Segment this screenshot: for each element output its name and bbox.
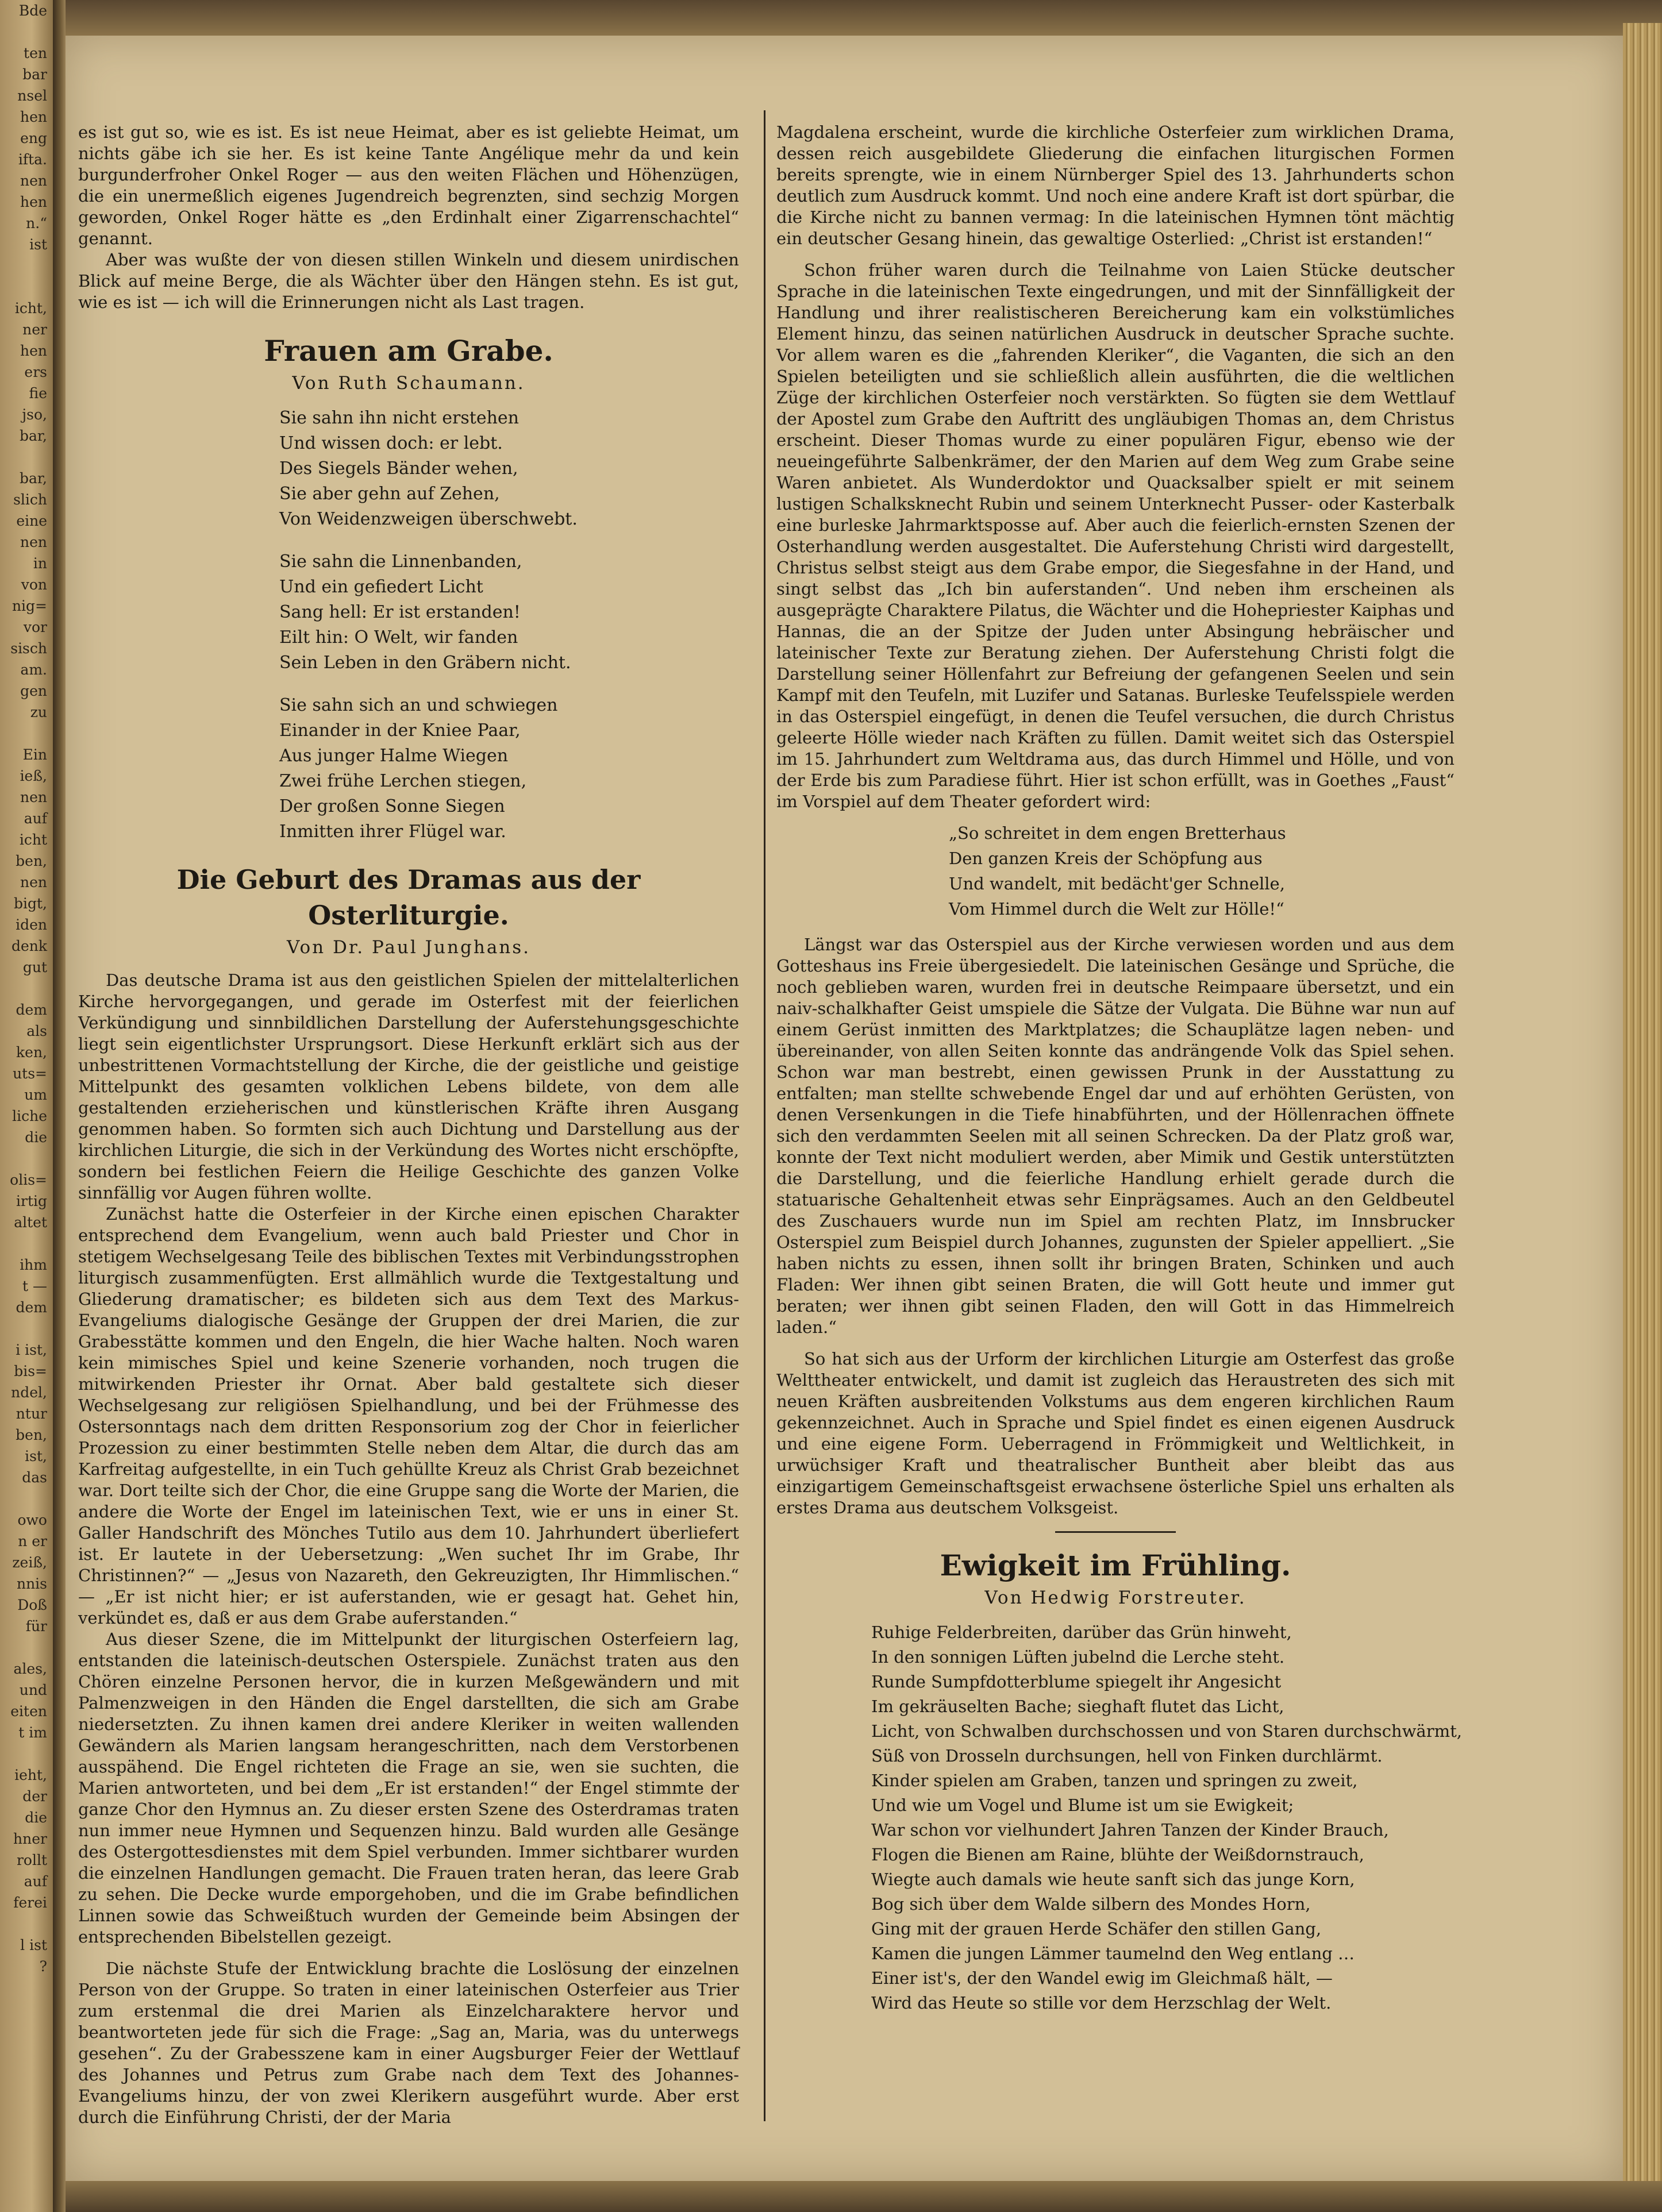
margin-fragment: owo bbox=[17, 1512, 47, 1528]
margin-fragment: jso, bbox=[22, 406, 47, 423]
margin-fragment: bar, bbox=[19, 470, 47, 487]
margin-fragment: ieß, bbox=[20, 768, 47, 784]
quote-line: Und wandelt, mit bedächt'ger Schnelle, bbox=[949, 874, 1285, 893]
poem-line: Sang hell: Er ist erstanden! bbox=[279, 602, 521, 622]
poem-line: Sie sahn sich an und schwiegen bbox=[279, 695, 558, 715]
margin-fragment: liche bbox=[12, 1108, 47, 1124]
article-paragraph-4: Die nächste Stufe der Entwicklung brachte die Loslösung der einzelnen Person von der Gruppe. So traten in einer lateinischen Osterfeier aus Trier zum erstenmal die drei Marien als Einzelcharaktere hervor und beantworteten jede für sich die Frage: „Sag an, Maria, was du unterwegs gesehen“. Zu der Grabesszene kam in einer Augsburger Feier der Wettlauf des Johannes und Petrus zum Grabe nach dem Text des Johannes-Evangeliums hinzu, der von zwei Klerikern ausgeführt wurde. Aber erst durch die Einführung Christi, der der Maria bbox=[78, 1959, 739, 2127]
margin-fragment: die bbox=[25, 1129, 47, 1146]
poem-line: Wird das Heute so stille vor dem Herzschlag der Welt. bbox=[871, 1993, 1332, 2013]
margin-fragment: ben, bbox=[16, 1427, 47, 1443]
margin-fragment: die bbox=[25, 1809, 47, 1826]
margin-fragment: nen bbox=[20, 789, 47, 806]
margin-fragment: ntur bbox=[16, 1405, 47, 1422]
margin-fragment: nnis bbox=[16, 1575, 47, 1592]
margin-fragment: uts= bbox=[13, 1065, 47, 1082]
poem-line: Des Siegels Bänder wehen, bbox=[279, 458, 518, 479]
poem-title-frauen: Frauen am Grabe. bbox=[264, 334, 553, 368]
margin-fragment bbox=[0, 978, 53, 999]
article-paragraph-2: Zunächst hatte die Osterfeier in der Kirche einen epischen Charakter entsprechend dem Evangelium, wenn auch bald Priester und Chor in stetigem Wechselgesang Teile des biblischen Textes mit Verbindungsstrophen liturgisch zusammenfügten. Erst allmählich wurde die Textgestaltung und Gliederung dramatischer; es bildeten sich aus dem Text des Markus-Evangeliums dialogische Gesänge der Gruppen der drei Marien, die zur Grabesstätte kommen und den Engeln, die hier Wache halten. Noch waren kein mimisches Spiel und keine Szenerie vorhanden, noch trugen die mitwirkenden Priester ihr Ornat. Aber bald gestaltete sich dieser Wechselgesang zur religiösen Spielhandlung, und bei der Frühmesse des Ostersonntags nach dem dritten Responsorium zog der Chor in feierlicher Prozession zu einer bestimmten Stelle neben dem Altar, die durch das am Karfreitag aufgestellte, in ein Tuch gehüllte Kreuz als Christ Grab bezeichnet war. Dort teilte sich der Chor, die eine Gruppe sang die Worte der Marien, die andere die Worte der Engel im lateinischen Text, wie er uns in einer St. Galler Handschrift des Mönches Tutilo aus dem 10. Jahrhundert überliefert ist. Er lautete in der Uebersetzung: „Wen suchet Ihr im Grabe, Ihr Christinnen?“ — „Jesus von Nazareth, den Gekreuzigten, Ihr Himmlischen.“ — „Er ist nicht hier; er ist auferstanden, wie er gesagt hat. Gehet hin, verkündet es, daß er aus dem Grabe auferstanden.“ bbox=[78, 1204, 739, 1628]
newspaper-page bbox=[66, 36, 1623, 2181]
margin-fragment: irtig bbox=[16, 1193, 47, 1209]
poem-line: Von Weidenzweigen überschwebt. bbox=[279, 509, 578, 529]
margin-fragment: iden bbox=[16, 916, 47, 933]
margin-fragment: l ist bbox=[20, 1937, 47, 1953]
margin-fragment: t im bbox=[18, 1724, 47, 1741]
margin-fragment: ndel, bbox=[11, 1384, 47, 1401]
poem-line: Inmitten ihrer Flügel war. bbox=[279, 822, 506, 842]
margin-fragment: ifta. bbox=[18, 151, 47, 168]
article-paragraph-6: Schon früher waren durch die Teilnahme von Laien Stücke deutscher Sprache in die lateinischen Texte eingedrungen, und mit der Sinnfälligkeit der Handlung und ihrer realistischeren Bereicherung kam ein volkstümliches Element hinzu, das seinen natürlichen Ausdruck in deutscher Sprache suchte. Vor allem waren es die „fahrenden Kleriker“, die Vaganten, die sich an den Spielen beteiligten und sie schließlich allein ausführten, die die weltlichen Züge der kirchlichen Osterfeier noch verstärkten. So fügten sie dem Wettlauf der Apostel zum Grabe den Auftritt des ungläubigen Thomas an, dem Christus erscheint. Dieser Thomas wurde zu einer populären Figur, ebenso wie der neueingeführte Salbenkrämer, der den Marien auf dem Weg zum Grabe seine Waren anbietet. Als Wunderdoktor und Quacksalber spielt er mit seinem lustigen Schalksknecht Rubin und seinem Unterknecht Pusser- oder Kasterbalk eine burleske Jahrmarktsposse auf. Aber auch die feierlich-ernsten Szenen der Osterhandlung werden ausgestaltet. Die Auferstehung Christi wird dargestellt, Christus selbst steigt aus dem Grabe empor, die Siegesfahne in der Hand, und singt selbst das „Ich bin auferstanden“. Und neben ihm erscheinen als ausgeprägte Charaktere Pilatus, die Wächter und die Hohepriester Kaiphas und Hannas, die an der Spitze der Juden unter Absingung hebräischer und lateinischer Texte zur Beratung ziehen. Der Auferstehung Christi folgt die Darstellung seiner Höllenfahrt zur Befreiung der gefangenen Seelen und sein Kampf mit den Teufeln, mit Luzifer und Satanas. Burleske Teufelsspiele werden in das Osterspiel eingefügt, in denen die Teufel versuchen, die durch Christus geleerte Hölle wieder nach Kräften zu füllen. Damit weitet sich das Osterspiel im 15. Jahrhundert zum Weltdrama aus, das durch Himmel und Hölle, und von der Erde bis zum Paradiese führt. Hier ist schon erfüllt, was in Goethes „Faust“ im Vorspiel auf dem Theater gefordert wird: bbox=[776, 260, 1455, 811]
margin-fragment: zu bbox=[30, 704, 47, 720]
article-paragraph-3: Aus dieser Szene, die im Mittelpunkt der liturgischen Osterfeiern lag, entstanden die lateinisch-deutschen Osterspiele. Zunächst traten aus den Chören einzelne Personen hervor, die in kurzen Meßgewändern und mit Palmenzweigen in den Händen die Engel darstellten, die sich am Grabe niedersetzten. Zu ihnen kamen drei andere Kleriker in weiten wallenden Gewändern als Marien langsam herangeschritten, nach dem Verstorbenen ausspähend. Die Engel richteten die Frage an sie, wen sie suchten, die Marien antworteten, und bei dem „Er ist erstanden!“ der Engel stimmte der ganze Chor den Hymnus an. Zu dieser ersten Szene des Osterdramas traten nun immer neue Hymnen und Sequenzen hinzu. Bald wurden alle Gesänge des Ostergottesdienstes mit dem Spiel verbunden. Immer sichtbarer wurden die einzelnen Handlungen gemacht. Die Frauen traten heran, das leere Grab zu sehen. Die Decke wurde emporgehoben, und die im Grabe befindlichen Linnen sowie das Schweißtuch wurden der Gemeinde beim Absingen der entsprechenden Bibelstellen gezeigt. bbox=[78, 1629, 739, 1947]
margin-fragment: ner bbox=[22, 321, 47, 338]
margin-fragment bbox=[0, 21, 53, 43]
poem-stanza-1 bbox=[279, 406, 739, 532]
poem-line: In den sonnigen Lüften jubelnd die Lerche steht. bbox=[871, 1647, 1285, 1667]
margin-fragment bbox=[0, 1148, 53, 1169]
margin-fragment bbox=[0, 1743, 53, 1764]
poem-stanza-2 bbox=[279, 549, 739, 676]
margin-fragment bbox=[0, 276, 53, 298]
margin-fragment: eng bbox=[20, 130, 47, 147]
poem-line: War schon vor vielhundert Jahren Tanzen der Kinder Brauch, bbox=[871, 1820, 1389, 1840]
article-paragraph-1: Das deutsche Drama ist aus den geistlichen Spielen der mittelalterlichen Kirche hervorgegangen, und gerade im Osterfest mit der feierlichen Verkündigung und sinnbildlichen Darstellung der Auferstehungsgeschichte liegt sein eigentlichster Ursprungsort. Diese Herkunft erklärt sich aus der unbestrittenen Vormachtstellung der Kirche, die der geistliche und geistige Mittelpunkt des gesamten volklichen Lebens bildete, von dem alle gestaltenden erzieherischen und künstlerischen Kräfte ihren Ausgang genommen haben. So formten sich auch Dichtung und Darstellung aus der kirchlichen Liturgie, die sich in der Verkündung des Wortes nicht erschöpfte, sondern bei festlichen Feiern die Heilige Geschichte des ganzen Volke sinnfällig vor Augen führen wollte. bbox=[78, 970, 739, 1203]
margin-fragment: vor bbox=[23, 619, 47, 635]
margin-fragment: nen bbox=[20, 172, 47, 189]
poem-frauen-am-grabe bbox=[279, 406, 739, 845]
margin-fragment: bar, bbox=[19, 427, 47, 444]
margin-fragment: slich bbox=[13, 491, 47, 508]
poem-line: Kamen die jungen Lämmer taumelnd den Weg entlang … bbox=[871, 1944, 1355, 1963]
margin-fragment: nsel bbox=[17, 87, 47, 104]
margin-fragment: als bbox=[26, 1023, 47, 1039]
margin-fragment: icht bbox=[19, 831, 47, 848]
right-column bbox=[776, 122, 1462, 2016]
margin-fragment: dem bbox=[16, 1001, 47, 1018]
faust-quote bbox=[949, 820, 1455, 922]
previous-page-margin bbox=[0, 0, 53, 2212]
quote-line: Vom Himmel durch die Welt zur Hölle!“ bbox=[949, 899, 1284, 919]
margin-fragment: hen bbox=[20, 109, 47, 125]
margin-fragment: olis= bbox=[10, 1171, 47, 1188]
column-rule bbox=[764, 110, 765, 2121]
margin-fragment: gen bbox=[20, 683, 47, 699]
margin-fragment: t — bbox=[22, 1278, 47, 1294]
poem-line: Einander in der Kniee Paar, bbox=[279, 720, 521, 741]
poem-line: Sie sahn die Linnenbanden, bbox=[279, 552, 522, 572]
margin-fragment: i ist, bbox=[16, 1342, 47, 1358]
margin-fragment bbox=[0, 1913, 53, 1934]
margin-fragment bbox=[0, 1637, 53, 1658]
poem-line: Der großen Sonne Siegen bbox=[279, 796, 505, 816]
poem-line: Und wie um Vogel und Blume ist um sie Ewigkeit; bbox=[871, 1795, 1294, 1815]
margin-fragment: der bbox=[22, 1788, 47, 1805]
quote-line: Den ganzen Kreis der Schöpfung aus bbox=[949, 849, 1263, 868]
margin-fragment: hen bbox=[20, 194, 47, 210]
poem-line: Und wissen doch: er lebt. bbox=[279, 433, 503, 453]
margin-fragment: ieht, bbox=[14, 1767, 47, 1783]
poem-stanza-3 bbox=[279, 693, 739, 845]
poem-line: Kinder spielen am Graben, tanzen und springen zu zweit, bbox=[871, 1771, 1358, 1790]
poem-byline-schaumann: Von Ruth Schaumann. bbox=[292, 373, 525, 394]
poem-line: Zwei frühe Lerchen stiegen, bbox=[279, 771, 527, 791]
margin-fragment bbox=[0, 1233, 53, 1254]
margin-fragment bbox=[0, 1488, 53, 1509]
margin-fragment: ist bbox=[29, 236, 47, 253]
article-title: Die Geburt des Dramas aus der Osterliturgie. bbox=[176, 864, 641, 931]
margin-fragment: in bbox=[33, 555, 47, 572]
poem-line: Runde Sumpfdotterblume spiegelt ihr Angesicht bbox=[871, 1672, 1282, 1691]
poem-line: Im gekräuselten Bache; sieghaft flutet das Licht, bbox=[871, 1697, 1284, 1716]
margin-fragment: dem bbox=[16, 1299, 47, 1316]
margin-fragment: sisch bbox=[10, 640, 47, 657]
margin-fragment: Bde bbox=[18, 2, 47, 19]
margin-fragment: auf bbox=[24, 810, 47, 827]
margin-fragment: nig= bbox=[11, 598, 47, 614]
margin-fragment: nen bbox=[20, 874, 47, 891]
scan-bottom-edge bbox=[66, 2181, 1662, 2212]
margin-fragment: Ein bbox=[22, 746, 47, 763]
margin-fragment: Doß bbox=[17, 1597, 47, 1613]
margin-fragment: n er bbox=[18, 1533, 47, 1550]
poem-line: Wiegte auch damals wie heute sanft sich das junge Korn, bbox=[871, 1870, 1355, 1889]
poem-line: Sie aber gehn auf Zehen, bbox=[279, 484, 500, 504]
margin-fragment: gut bbox=[22, 959, 47, 976]
margin-fragment: ten bbox=[24, 45, 47, 61]
scan-top-edge bbox=[66, 0, 1662, 36]
poem-line: Ruhige Felderbreiten, darüber das Grün hinweht, bbox=[871, 1623, 1292, 1642]
quote-line: „So schreitet in dem engen Bretterhaus bbox=[949, 823, 1286, 843]
margin-fragment: ers bbox=[24, 364, 47, 380]
article-paragraph-5: Magdalena erscheint, wurde die kirchliche Osterfeier zum wirklichen Drama, dessen reich ausgebildete Gliederung die einfachen liturgischen Formen bereits sprengte, wie in einem Nürnberger Spiel des 13. Jahrhunderts schon deutlich zum Ausdruck kommt. Und noch eine andere Kraft ist dort spürbar, die die Kirche nicht zu bannen vermag: In die lateinischen Hymnen tönt mächtig ein deutscher Gesang hinein, das gewaltige Osterlied: „Christ ist erstanden!“ bbox=[776, 122, 1455, 248]
intro-paragraph-2: Aber was wußte der von diesen stillen Winkeln und diesem unirdischen Blick auf meine Berge, die als Wächter über den Hängen stehn. Es ist gut, wie es ist — ich will die Erinnerungen nicht als Last tragen. bbox=[78, 250, 739, 312]
margin-fragment: eine bbox=[16, 512, 47, 529]
margin-fragment: nen bbox=[20, 534, 47, 550]
margin-fragment: bar bbox=[22, 66, 47, 83]
margin-fragment bbox=[0, 723, 53, 744]
margin-fragment: ben, bbox=[16, 853, 47, 869]
intro-paragraph-1: es ist gut so, wie es ist. Es ist neue Heimat, aber es ist geliebte Heimat, um nichts gäbe ich sie her. Es ist keine Tante Angélique mehr da und kein burgunderfroher Onkel Roger — aus den weiten Flächen und Höhenzügen, die ein unermeßlich eigenes Jugendreich begrenzten, sind sechzig Morgen geworden, Onkel Roger hätte es „den Erdinhalt einer Zigarrenschachtel“ genannt. bbox=[78, 122, 739, 248]
poem-line: Eilt hin: O Welt, wir fanden bbox=[279, 627, 518, 648]
poem-line: Licht, von Schwalben durchschossen und von Staren durchschwärmt, bbox=[871, 1721, 1462, 1741]
margin-fragment: am. bbox=[20, 661, 47, 678]
margin-fragment: für bbox=[25, 1618, 47, 1635]
poem-line: Bog sich über dem Walde silbern des Mondes Horn, bbox=[871, 1894, 1311, 1914]
margin-fragment: rollt bbox=[16, 1852, 47, 1868]
article-paragraph-8: So hat sich aus der Urform der kirchlichen Liturgie am Osterfest das große Welttheater entwickelt, und damit ist zugleich das Heraustreten des sich mit neuen Kräften ausbreitenden Volkstums aus dem engeren kirchlichen Raum gekennzeichnet. Auch in Sprache und Spiel findet es einen eigenen Ausdruck und eine eigene Form. Ueberragend in Frömmigkeit und Weltlichkeit, in urwüchsiger Kraft und theatralischer Buntheit aber bleibt das aus einzigartigem Gemeinschaftsgeist erwachsene österliche Spiel uns erhalten als erstes Drama aus deutschem Volksgeist. bbox=[776, 1349, 1455, 1517]
poem-line: Sein Leben in den Gräbern nicht. bbox=[279, 653, 571, 673]
margin-fragment: hen bbox=[20, 342, 47, 359]
margin-fragment: das bbox=[22, 1469, 47, 1486]
poem-ewigkeit-im-fruehling bbox=[871, 1620, 1462, 2016]
poem-byline-forstreuter: Von Hedwig Forstreuter. bbox=[984, 1587, 1246, 1608]
margin-fragment: bigt, bbox=[14, 895, 47, 912]
margin-fragment bbox=[0, 1318, 53, 1339]
poem-line: Flogen die Bienen am Raine, blühte der Weißdornstrauch, bbox=[871, 1845, 1364, 1864]
margin-fragment: icht, bbox=[14, 300, 47, 317]
margin-fragment: denk bbox=[11, 938, 47, 954]
poem-title-ewigkeit: Ewigkeit im Frühling. bbox=[940, 1548, 1291, 1582]
margin-fragment bbox=[0, 255, 53, 276]
poem-line: Ging mit der grauen Herde Schäfer den stillen Gang, bbox=[871, 1919, 1322, 1939]
poem-line: Sie sahn ihn nicht erstehen bbox=[279, 408, 519, 428]
margin-fragment: zeiß, bbox=[12, 1554, 47, 1571]
book-gutter bbox=[53, 0, 66, 2212]
margin-fragment: und bbox=[19, 1682, 47, 1698]
margin-fragment: eiten bbox=[10, 1703, 47, 1720]
article-paragraph-7: Längst war das Osterspiel aus der Kirche verwiesen worden und aus dem Gotteshaus ins Freie übergesiedelt. Die lateinischen Gesänge und Sprüche, die noch geblieben waren, wurden frei in deutsche Reimpaare übersetzt, und ein naiv-schalkhafter Geist umspiele die Sätze der Vulgata. Die Bühne war nun auf einem Gerüst inmitten des Marktplatzes; die Schauplätze lagen neben- und übereinander, von allen Seiten konnte das andrängende Volk das Spiel sehen. Schon war man bestrebt, einen gewissen Prunk in der Ausstattung zu entfalten; man stellte schwebende Engel dar und auf erhöhten Gerüsten, von denen Versenkungen in die Tiefe hinabführten, und der Höllenrachen öffnete sich den verdammten Seelen mit all seinen Schrecken. Da der Platz groß war, konnte der Text nicht moduliert werden, aber Mimik und Gestik unterstützten die Darstellung, und die feierliche Handlung erhielt gerade durch die statuarische Gehaltenheit etwas sehr Einprägsames. Auch an den Geldbeutel des Zuschauers wurde nun im Spiel am rechten Platz, im Innsbrucker Osterspiel zum Beispiel durch Johannes, zugunsten der Spieler appelliert. „Sie haben nichts zu essen, ihnen sollt ihr bringen Braten, Schinken und auch Fladen: Wer ihnen gibt seinen Braten, die will Gott heute und immer gut beraten; wer ihnen gibt seinen Fladen, den will Gott in das Himmelreich laden.“ bbox=[776, 935, 1455, 1337]
margin-fragment: auf bbox=[24, 1873, 47, 1890]
margin-fragment: hner bbox=[13, 1831, 47, 1847]
poem-line: Süß von Drosseln durchsungen, hell von Finken durchlärmt. bbox=[871, 1746, 1383, 1766]
margin-fragment: von bbox=[21, 576, 47, 593]
margin-fragment: bis= bbox=[14, 1363, 47, 1379]
margin-fragment: ist, bbox=[25, 1448, 47, 1465]
margin-fragment: ferei bbox=[13, 1894, 47, 1911]
poem-line: Aus junger Halme Wiegen bbox=[279, 746, 509, 766]
poem-line: Einer ist's, der den Wandel ewig im Gleichmaß hält, — bbox=[871, 1968, 1333, 1988]
left-column bbox=[78, 122, 739, 2128]
margin-fragment: fie bbox=[29, 385, 47, 402]
margin-fragment: ? bbox=[39, 1958, 47, 1975]
margin-fragment: ken, bbox=[16, 1044, 47, 1061]
margin-fragment: ales, bbox=[13, 1660, 47, 1677]
poem-line: Und ein gefiedert Licht bbox=[279, 577, 483, 597]
margin-fragment: ihm bbox=[20, 1257, 47, 1273]
margin-fragment: um bbox=[24, 1086, 47, 1103]
article-byline: Von Dr. Paul Junghans. bbox=[286, 937, 531, 958]
page-stack-edge bbox=[1623, 23, 1662, 2201]
margin-fragment: n.“ bbox=[26, 215, 47, 232]
section-rule bbox=[1055, 1531, 1176, 1533]
margin-fragment: altet bbox=[14, 1214, 47, 1231]
margin-fragment bbox=[0, 446, 53, 468]
